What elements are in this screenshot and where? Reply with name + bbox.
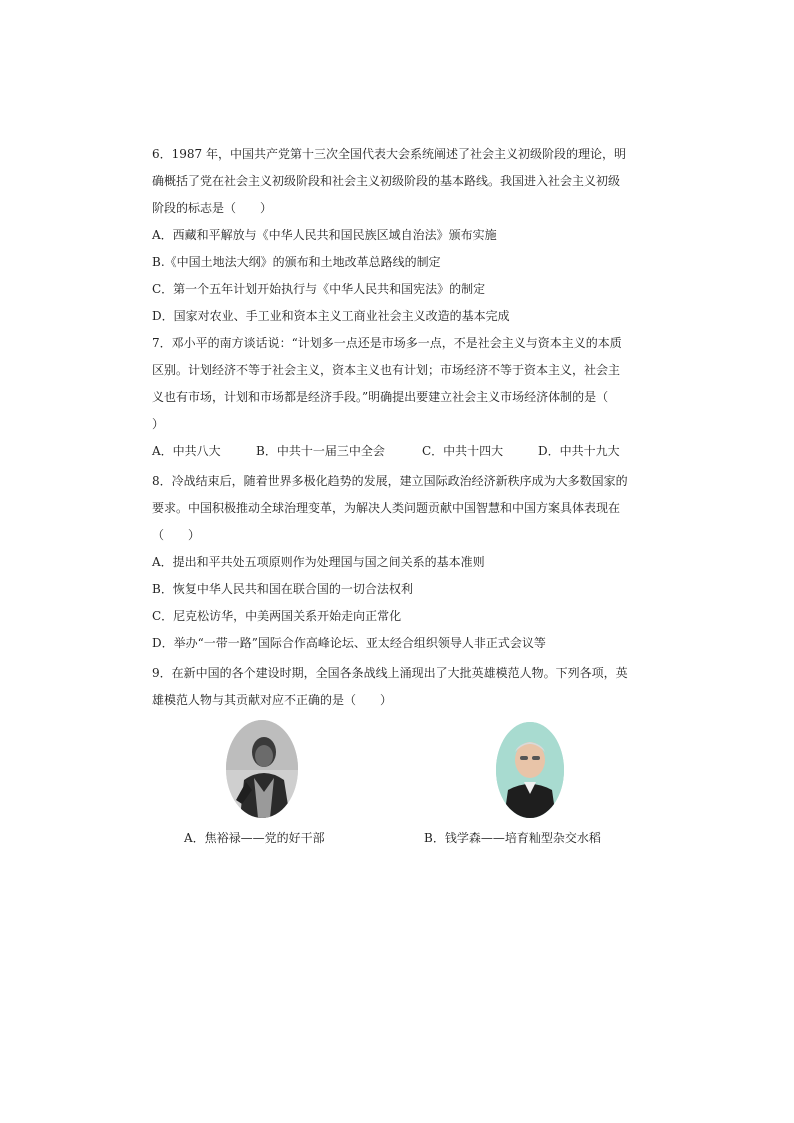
q6-stem-line-3: 阶段的标志是（ ） (152, 201, 273, 215)
figure-caption-a: A．焦裕禄——党的好干部 (184, 831, 325, 845)
q7-stem-line-4: ） (152, 417, 165, 431)
figure-caption-b: B．钱学森——培育籼型杂交水稻 (424, 831, 601, 845)
q7-stem-line-3: 义也有市场，计划和市场都是经济手段。”明确提出要建立社会主义市场经济体制的是（ (152, 390, 609, 404)
q9-stem-line-2: 雄模范人物与其贡献对应不正确的是（ ） (152, 693, 393, 707)
portrait-qian-xuesen (496, 722, 564, 818)
q6-option-d: D．国家对农业、手工业和资本主义工商业社会主义改造的基本完成 (152, 309, 510, 323)
portrait-jiao-yulu (226, 720, 298, 818)
q8-option-b: B．恢复中华人民共和国在联合国的一切合法权利 (152, 582, 413, 596)
q6-option-c: C．第一个五年计划开始执行与《中华人民共和国宪法》的制定 (152, 282, 486, 296)
q7-option-d: D．中共十九大 (538, 444, 620, 458)
q7-option-c: C．中共十四大 (422, 444, 504, 458)
q6-stem-line-2: 确概括了党在社会主义初级阶段和社会主义初级阶段的基本路线。我国进入社会主义初级 (152, 174, 621, 188)
q7-options (152, 443, 652, 459)
q9-stem-line-1: 9．在新中国的各个建设时期，全国各条战线上涌现出了大批英雄模范人物。下列各项，英 (152, 666, 628, 680)
q8-stem-line-1: 8．冷战结束后，随着世界多极化趋势的发展，建立国际政治经济新秩序成为大多数国家的 (152, 474, 628, 488)
q8-stem-line-2: 要求。中国积极推动全球治理变革，为解决人类问题贡献中国智慧和中国方案具体表现在 (152, 501, 621, 515)
q8-option-c: C．尼克松访华，中美两国关系开始走向正常化 (152, 609, 402, 623)
q8-option-d: D．举办“一带一路”国际合作高峰论坛、亚太经合组织领导人非正式会议等 (152, 636, 546, 650)
q6-option-b: B.《中国土地法大纲》的颁布和土地改革总路线的制定 (152, 255, 441, 269)
q8-stem-line-3: （ ） (152, 528, 201, 542)
q7-option-b: B．中共十一届三中全会 (256, 444, 385, 458)
q6-stem-line-1: 6．1987 年，中国共产党第十三次全国代表大会系统阐述了社会主义初级阶段的理论，明 (152, 147, 626, 161)
q6-option-a: A．西藏和平解放与《中华人民共和国民族区域自治法》颁布实施 (152, 228, 497, 242)
q8-option-a: A．提出和平共处五项原则作为处理国与国之间关系的基本准则 (152, 555, 485, 569)
portrait-jiao-yulu-graphic (226, 720, 298, 818)
q7-stem-line-1: 7．邓小平的南方谈话说：“计划多一点还是市场多一点，不是社会主义与资本主义的本质 (152, 336, 622, 350)
q7-option-a: A．中共八大 (152, 444, 221, 458)
q7-stem-line-2: 区别。计划经济不等于社会主义，资本主义也有计划；市场经济不等于资本主义，社会主 (152, 363, 621, 377)
portrait-qian-xuesen-graphic (496, 722, 564, 818)
